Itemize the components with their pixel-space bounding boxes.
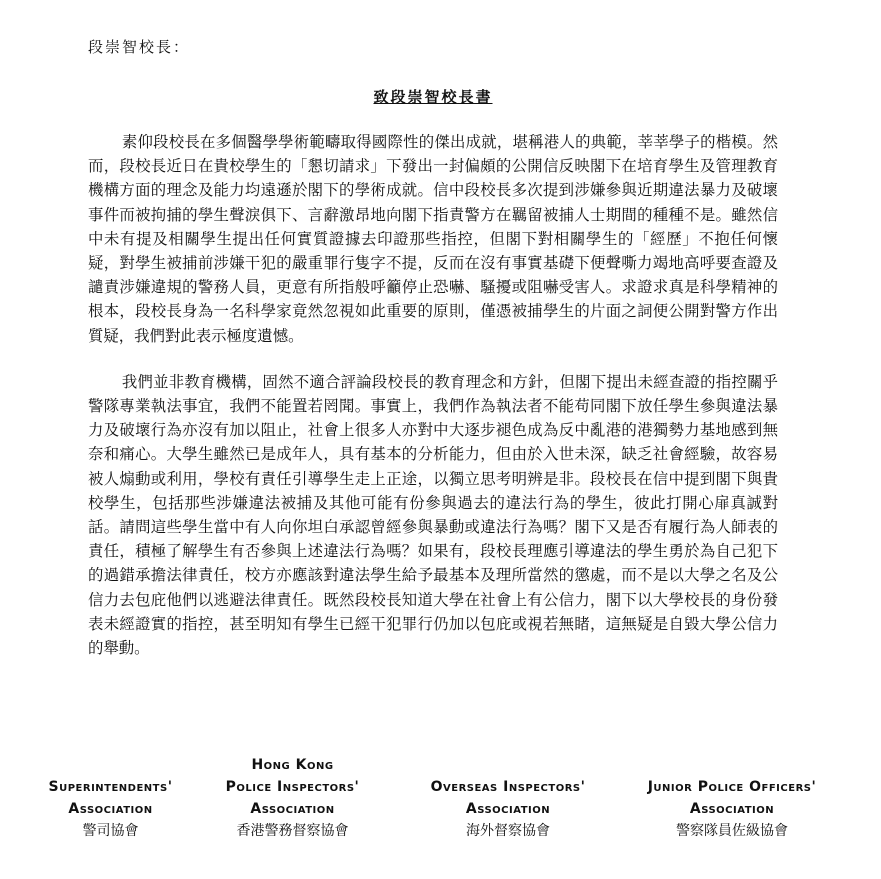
signatory-junior-police-officers xyxy=(632,776,832,842)
signatory-zh-name: 海外督察協會 xyxy=(466,823,550,839)
signatory-en-line: Overseas Inspectors' xyxy=(430,779,586,795)
signatory-en-line: Junior Police Officers' xyxy=(647,779,817,795)
signatory-en-line: Association xyxy=(68,801,153,817)
salutation: 段崇智校長： xyxy=(88,38,191,56)
signatory-en-line: Police Inspectors' xyxy=(225,779,360,795)
letter-body xyxy=(88,130,778,682)
signatory-police-inspectors xyxy=(210,754,375,842)
signatory-zh-name: 警司協會 xyxy=(82,823,139,839)
letter-title: 致段崇智校長書 xyxy=(373,88,493,106)
signatory-zh-name: 香港警務督察協會 xyxy=(236,823,349,839)
signatory-superintendents xyxy=(28,776,193,842)
paragraph-2: 我們並非教育機構，固然不適合評論段校長的教育理念和方針，但閣下提出未經查證的指控關乎警隊專業執法事宜，我們不能置若罔聞。事實上，我們作為執法者不能苟同閣下放任學生參與違法暴力及破壞行為亦沒有加以阻止，社會上很多人亦對中大逐步褪色成為反中亂港的港獨勢力基地感到無奈和痛心。大學生雖然已是成年人，具有基本的分析能力，但由於入世未深，缺乏社會經驗，故容易被人煽動或利用，學校有責任引導學生走上正途，以獨立思考明辨是非。段校長在信中提到閣下與貴校學生，包括那些涉嫌違法被捕及其他可能有份參與過去的違法行為的學生，彼此打開心扉真誠對話。請問這些學生當中有人向你坦白承認曾經參與暴動或違法行為嗎？閣下又是否有履行為人師表的責任，積極了解學生有否參與上述違法行為嗎？如果有，段校長理應引導違法的學生勇於為自己犯下的過錯承擔法律責任，校方亦應該對違法學生給予最基本及理所當然的懲處，而不是以大學之名及公信力去包庇他們以逃避法律責任。既然段校長知道大學在社會上有公信力，閣下以大學校長的身份發表未經證實的指控，甚至明知有學生已經干犯罪行仍加以包庇或視若無睹，這無疑是自毀大學公信力的舉動。 xyxy=(88,372,778,658)
signatory-en-line: Association xyxy=(250,801,335,817)
signatory-overseas-inspectors xyxy=(418,776,598,842)
signatory-zh-name: 警察隊員佐級協會 xyxy=(676,823,788,839)
signatory-en-line: Hong Kong xyxy=(251,757,334,773)
signatory-en-line: Superintendents' xyxy=(48,779,173,795)
signatory-en-line: Association xyxy=(689,801,775,817)
signatory-en-line: Association xyxy=(465,801,551,817)
paragraph-1: 素仰段校長在多個醫學學術範疇取得國際性的傑出成就，堪稱港人的典範，莘莘學子的楷模。然而，段校長近日在貴校學生的「懇切請求」下發出一封偏頗的公開信反映閣下在培育學生及管理教育機構方面的理念及能力均遠遜於閣下的學術成就。信中段校長多次提到涉嫌參與近期違法暴力及破壞事件而被拘捕的學生聲淚俱下、言辭激昂地向閣下指責警方在羈留被捕人士期間的種種不是。雖然信中未有提及相關學生提出任何實質證據去印證那些指控，但閣下對相關學生的「經歷」不抱任何懷疑，對學生被捕前涉嫌干犯的嚴重罪行隻字不提，反而在沒有事實基礎下便聲嘶力竭地高呼要查證及譴責涉嫌違規的警務人員，更意有所指般呼籲停止恐嚇、騷擾或阻嚇受害人。求證求真是科學精神的根本，段校長身為一名科學家竟然忽視如此重要的原則，僅憑被捕學生的片面之詞便公開對警方作出質疑，我們對此表示極度遺憾。 xyxy=(88,133,778,345)
signatory-block xyxy=(0,752,881,852)
